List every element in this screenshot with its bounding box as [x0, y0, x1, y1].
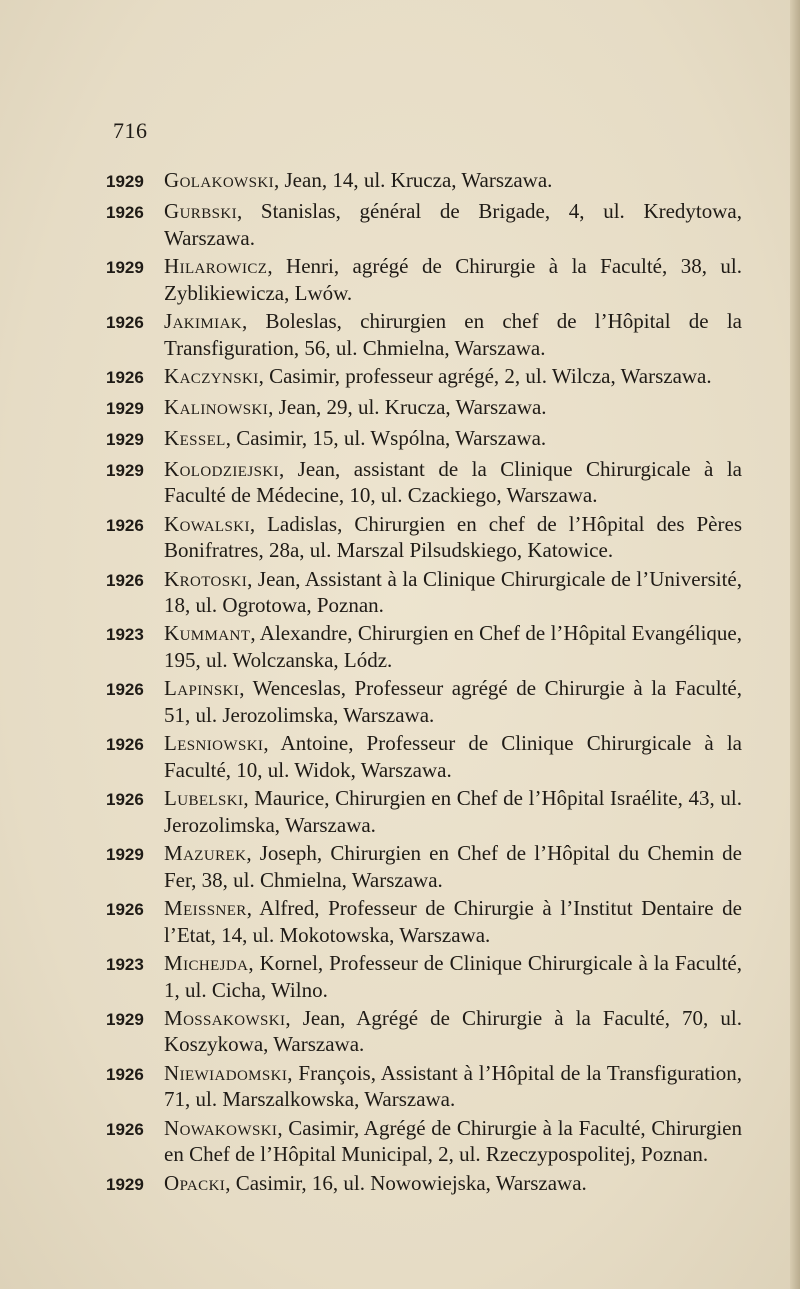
- entry-year: 1929: [106, 845, 144, 865]
- entry-details: , Henri, agrégé de Chirurgie à la Faculté, 38, ul. Zyblikiewicza, Lwów.: [164, 253, 742, 305]
- entry-details: , Jean, Assistant à la Clinique Chirurgicale de l’Université, 18, ul. Ogrotowa, Poznan.: [164, 566, 742, 618]
- entry-details: , Jean, Agrégé de Chirurgie à la Faculté, 70, ul. Koszykowa, Warszawa.: [164, 1005, 742, 1057]
- entry-year: 1923: [106, 954, 144, 974]
- entry-text: [164, 566, 742, 619]
- entry-year: 1929: [106, 429, 144, 449]
- entry-text: [164, 363, 742, 390]
- list-item: [106, 785, 742, 838]
- entry-name: Kaczynski: [164, 363, 259, 388]
- entry-details: , Joseph, Chirurgien en Chef de l’Hôpital du Chemin de Fer, 38, ul. Chmielna, Warszawa.: [164, 841, 742, 892]
- entry-name: Kolodziejski: [164, 456, 279, 481]
- entry-details: , Jean, 14, ul. Krucza, Warszawa.: [274, 168, 553, 192]
- entry-details: , Ladislas, Chirurgien en chef de l’Hôpital des Pères Bonifratres, 28a, ul. Marszal Pilsudskiego, Katowice.: [164, 511, 742, 563]
- list-item: [106, 253, 742, 306]
- list-item: [106, 840, 742, 893]
- entry-year: 1929: [106, 1174, 144, 1194]
- entry-list: [106, 167, 742, 1199]
- entry-year: 1926: [106, 790, 144, 810]
- list-item: [106, 394, 742, 424]
- entry-details: , Casimir, Agrégé de Chirurgie à la Faculté, Chirurgien en Chef de l’Hôpital Municipal, 2, ul. Rzeczypospolitej, Poznan.: [164, 1115, 742, 1167]
- entry-year: 1929: [106, 172, 144, 191]
- entry-name: Lubelski: [164, 786, 244, 811]
- entry-year: 1926: [106, 735, 144, 755]
- entry-year: 1929: [106, 460, 144, 480]
- entry-year: 1926: [106, 312, 144, 332]
- entry-text: [164, 950, 742, 1003]
- entry-text: [164, 167, 742, 194]
- entry-year: 1926: [106, 1064, 144, 1084]
- entry-name: Meissner: [164, 895, 247, 920]
- list-item: [106, 511, 742, 564]
- entry-year: 1923: [106, 625, 144, 645]
- entry-details: , Alfred, Professeur de Chirurgie à l’Institut Dentaire de l’Etat, 14, ul. Mokotowska, Warszawa.: [164, 895, 742, 947]
- entry-text: [164, 1170, 742, 1197]
- entry-name: Mazurek: [164, 841, 247, 866]
- entry-year: 1926: [106, 680, 144, 700]
- entry-details: , Maurice, Chirurgien en Chef de l’Hôpital Israélite, 43, ul. Jerozolimska, Warszawa.: [164, 786, 742, 837]
- list-item: [106, 308, 742, 361]
- entry-text: [164, 1005, 742, 1058]
- entry-details: , Jean, 29, ul. Krucza, Warszawa.: [268, 394, 547, 419]
- entry-details: , Kornel, Professeur de Clinique Chirurgicale à la Faculté, 1, ul. Cicha, Wilno.: [164, 950, 742, 1002]
- list-item: [106, 425, 742, 455]
- entry-text: [164, 840, 742, 893]
- list-item: [106, 675, 742, 728]
- list-item: [106, 198, 742, 251]
- entry-text: [164, 1115, 742, 1168]
- entry-name: Hilarowicz: [164, 253, 268, 278]
- entry-text: [164, 730, 742, 783]
- list-item: [106, 950, 742, 1003]
- entry-name: Jakimiak: [164, 308, 243, 333]
- entry-name: Kalinowski: [164, 394, 269, 419]
- entry-name: Krotoski: [164, 566, 248, 591]
- list-item: [106, 1005, 742, 1058]
- entry-year: 1929: [106, 398, 144, 418]
- entry-text: [164, 1060, 742, 1113]
- entry-details: , François, Assistant à l’Hôpital de la Transfiguration, 71, ul. Marszalkowska, Warszawa.: [164, 1060, 742, 1112]
- list-item: [106, 1060, 742, 1113]
- entry-details: , Casimir, 15, ul. Wspólna, Warszawa.: [225, 425, 547, 450]
- entry-details: , Jean, assistant de la Clinique Chirurgicale à la Faculté de Médecine, 10, ul. Czackiego, Warszawa.: [164, 456, 742, 508]
- entry-details: , Casimir, 16, ul. Nowowiejska, Warszawa.: [225, 1170, 587, 1195]
- entry-details: , Boleslas, chirurgien en chef de l’Hôpital de la Transfiguration, 56, ul. Chmielna, Warszawa.: [164, 308, 742, 360]
- entry-text: [164, 675, 742, 728]
- entry-year: 1926: [106, 203, 144, 222]
- list-item: [106, 1170, 742, 1200]
- entry-name: Kummant: [164, 621, 251, 646]
- entry-year: 1926: [106, 515, 144, 535]
- entry-text: [164, 198, 742, 251]
- entry-details: , Antoine, Professeur de Clinique Chirurgicale à la Faculté, 10, ul. Widok, Warszawa.: [164, 731, 742, 782]
- entry-name: Mossakowski: [164, 1005, 286, 1030]
- list-item: [106, 1115, 742, 1168]
- entry-details: , Casimir, professeur agrégé, 2, ul. Wilcza, Warszawa.: [258, 363, 712, 388]
- page-edge: [790, 0, 800, 1289]
- page-number: 716: [113, 118, 148, 143]
- entry-name: Opacki: [164, 1170, 226, 1195]
- entry-year: 1926: [106, 1119, 144, 1139]
- entry-text: [164, 394, 742, 421]
- list-item: [106, 167, 742, 197]
- entry-name: Golakowski: [164, 168, 274, 192]
- list-item: [106, 730, 742, 783]
- entry-year: 1929: [106, 257, 144, 277]
- entry-year: 1926: [106, 367, 144, 387]
- entry-text: [164, 511, 742, 564]
- entry-details: , Wenceslas, Professeur agrégé de Chirurgie à la Faculté, 51, ul. Jerozolimska, Warszawa.: [164, 676, 742, 728]
- entry-text: [164, 308, 742, 361]
- entry-name: Nowakowski: [164, 1115, 278, 1140]
- entry-year: 1929: [106, 1009, 144, 1029]
- entry-text: [164, 785, 742, 838]
- entry-name: Niewiadomski: [164, 1060, 288, 1085]
- list-item: [106, 620, 742, 673]
- entry-name: Lesniowski: [164, 731, 264, 756]
- entry-details: , Alexandre, Chirurgien en Chef de l’Hôpital Evangélique, 195, ul. Wolczanska, Lódz.: [164, 621, 742, 673]
- entry-name: Michejda: [164, 950, 249, 975]
- entry-name: Gurbski: [164, 199, 237, 223]
- list-item: [106, 456, 742, 509]
- entry-text: [164, 895, 742, 948]
- entry-details: , Stanislas, général de Brigade, 4, ul. Kredytowa, Warszawa.: [164, 199, 742, 250]
- entry-text: [164, 253, 742, 306]
- list-item: [106, 895, 742, 948]
- entry-name: Kessel: [164, 425, 226, 450]
- list-item: [106, 363, 742, 393]
- entry-text: [164, 620, 742, 673]
- entry-text: [164, 425, 742, 452]
- entry-name: Kowalski: [164, 511, 250, 536]
- entry-year: 1926: [106, 899, 144, 919]
- entry-name: Lapinski: [164, 676, 240, 701]
- list-item: [106, 566, 742, 619]
- entry-year: 1926: [106, 570, 144, 590]
- entry-text: [164, 456, 742, 509]
